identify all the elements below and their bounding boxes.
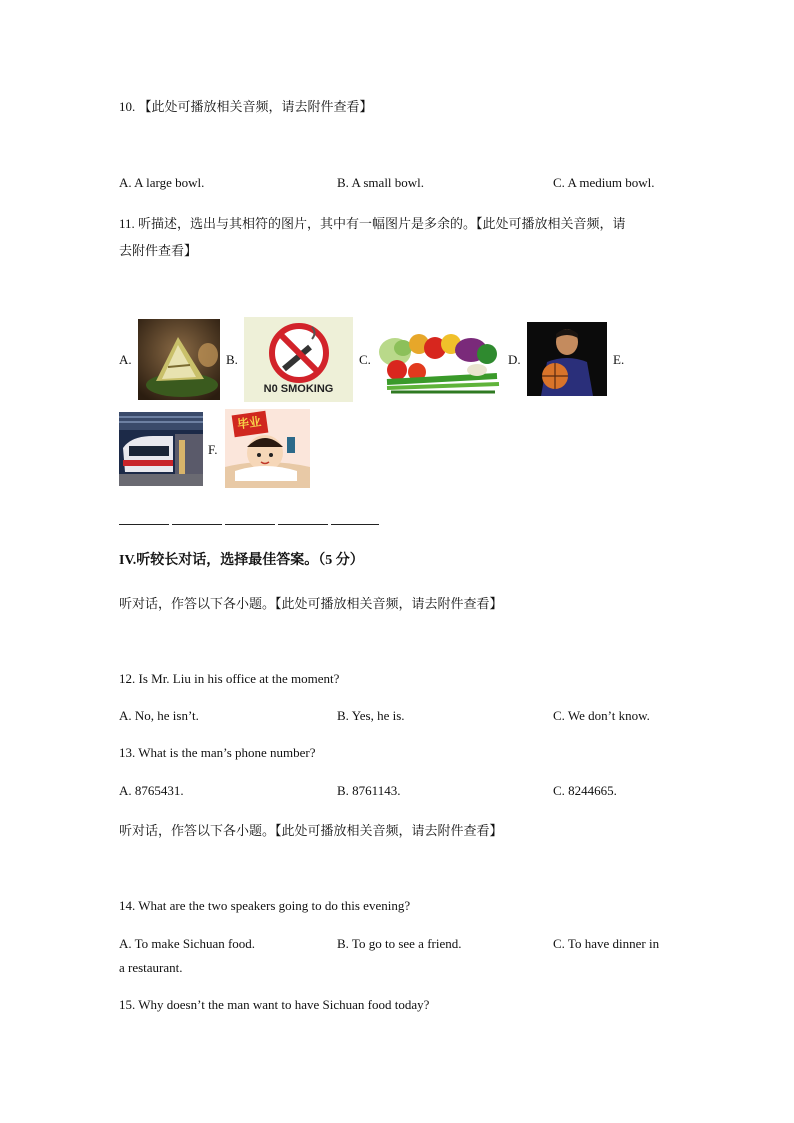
section-instruction-1: 听对话，作答以下各小题。【此处可播放相关音频，请去附件查看】 [119, 596, 503, 611]
q12-option-b: B. Yes, he is. [337, 708, 405, 723]
question-11-line2: 去附件查看】 [119, 243, 198, 258]
question-11-line1: 11. 听描述，选出与其相符的图片，其中有一幅图片是多余的。【此处可播放相关音频，请 [119, 216, 626, 231]
q14-option-c-wrap: a restaurant. [119, 960, 183, 975]
question-14: 14. What are the two speakers going to do this evening? [119, 898, 411, 913]
q12-option-c: C. We don’t know. [553, 708, 650, 723]
basketball-player-picture [527, 322, 607, 396]
graduation-poster-picture [225, 409, 310, 488]
zongzi-picture [138, 319, 220, 400]
q10-option-a: A. A large bowl. [119, 175, 205, 190]
no-smoking-picture [244, 317, 353, 402]
q14-option-b: B. To go to see a friend. [337, 936, 462, 951]
question-10: 10. 【此处可播放相关音频，请去附件查看】 [119, 99, 373, 114]
q14-option-a: A. To make Sichuan food. [119, 936, 256, 951]
question-13: 13. What is the man’s phone number? [119, 745, 316, 760]
q13-option-b: B. 8761143. [337, 783, 401, 798]
answer-blank-4[interactable] [278, 524, 328, 525]
q14-option-c: C. To have dinner in [553, 936, 660, 951]
picture-label-b: B. [226, 352, 238, 367]
picture-label-c: C. [359, 352, 371, 367]
picture-label-a: A. [119, 352, 132, 367]
picture-label-f: F. [208, 442, 218, 457]
q10-option-b: B. A small bowl. [337, 175, 425, 190]
section-instruction-2: 听对话，作答以下各小题。【此处可播放相关音频，请去附件查看】 [119, 823, 503, 838]
section-heading: IV.听较长对话，选择最佳答案。（5 分） [119, 553, 364, 568]
vegetables-picture [377, 320, 502, 399]
poster-text: 毕业 [236, 414, 262, 432]
answer-blank-1[interactable] [119, 524, 169, 525]
q13-option-c: C. 8244665. [553, 783, 617, 798]
answer-blank-2[interactable] [172, 524, 222, 525]
q13-option-a: A. 8765431. [119, 783, 184, 798]
answer-blank-5[interactable] [331, 524, 379, 525]
question-12: 12. Is Mr. Liu in his office at the moment? [119, 671, 340, 686]
q10-option-c: C. A medium bowl. [553, 175, 655, 190]
question-15: 15. Why doesn’t the man want to have Sichuan food today? [119, 997, 430, 1012]
q12-option-a: A. No, he isn’t. [119, 708, 199, 723]
no-smoking-text: N0 SMOKING [263, 383, 334, 395]
picture-label-e: E. [613, 352, 625, 367]
answer-blank-3[interactable] [225, 524, 275, 525]
train-picture [119, 412, 203, 486]
picture-label-d: D. [508, 352, 521, 367]
